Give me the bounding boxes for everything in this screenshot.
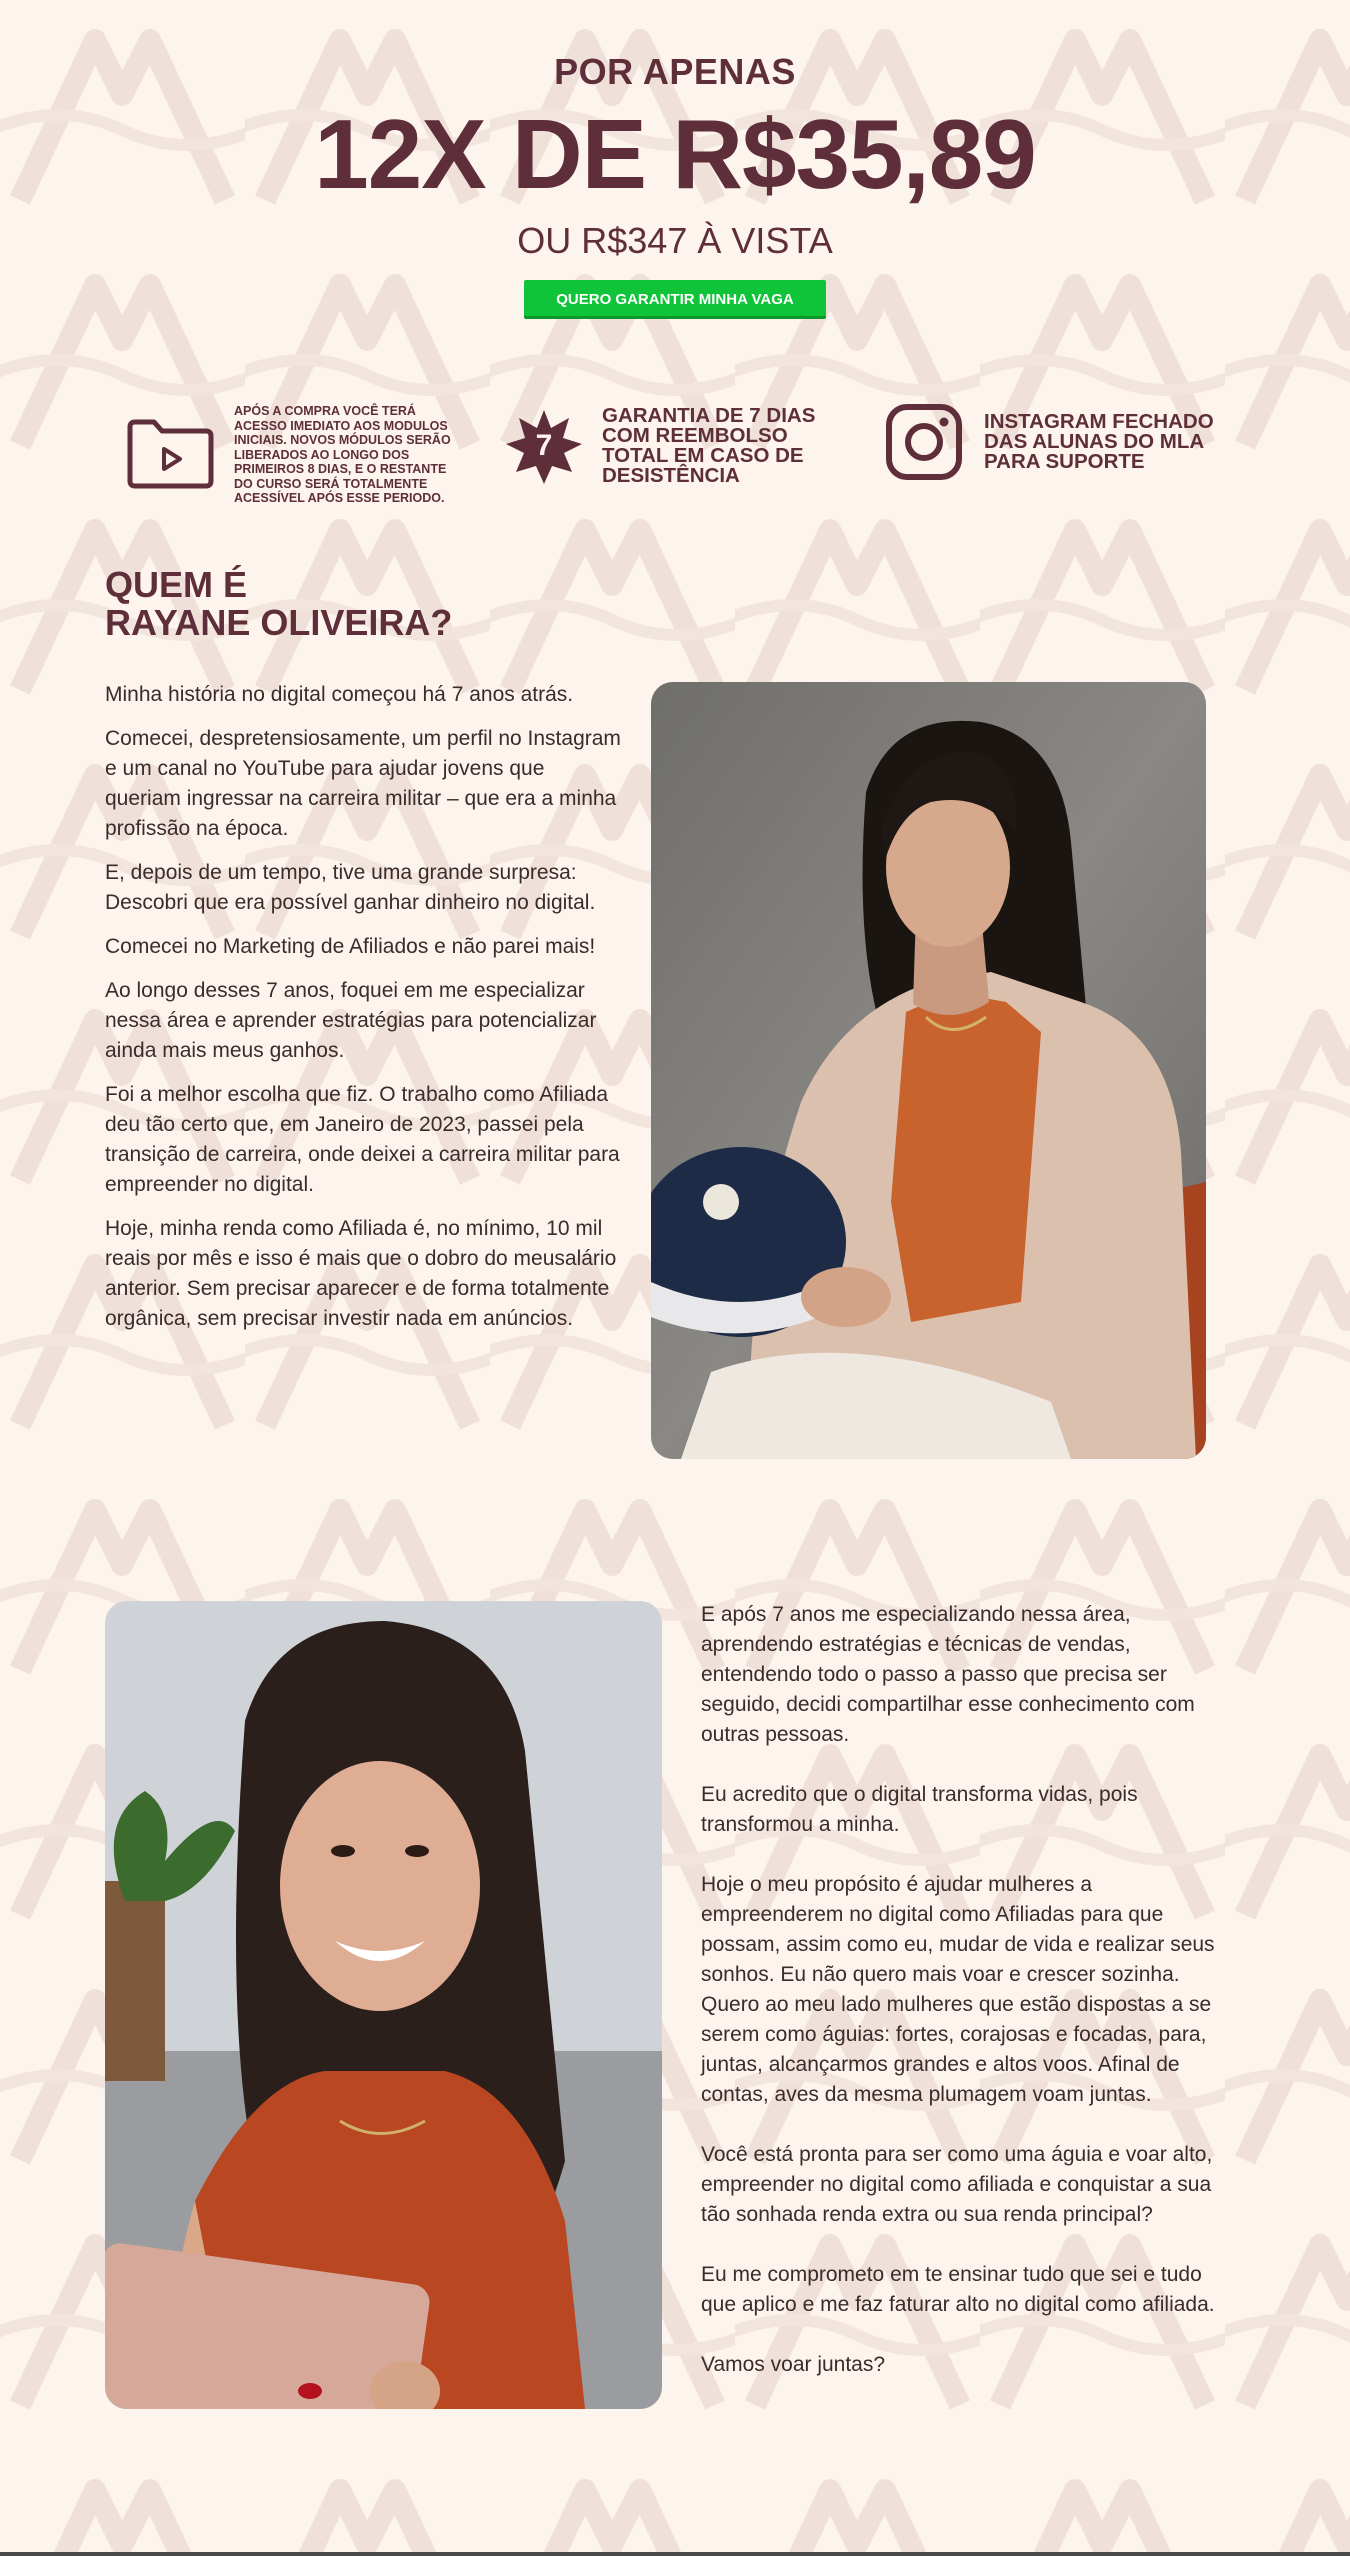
photo-rayane-military-cap [651, 682, 1206, 1459]
feature-guarantee [506, 406, 846, 486]
feature-instagram-text: INSTAGRAM FECHADO DAS ALUNAS DO MLA PARA SUPORTE [984, 410, 1214, 473]
pricing-section [0, 48, 1350, 319]
about-paragraph: Foi a melhor escolha que fiz. O trabalho como Afiliada deu tão certo que, em Janeiro de 2023, passei pela transição de carreira, onde deixei a carreira militar para empreender no digital. [105, 1083, 620, 1196]
about-title-line2: RAYANE OLIVEIRA? [105, 602, 453, 643]
story-paragraph: Eu acredito que o digital transforma vidas, pois transformou a minha. [701, 1783, 1138, 1836]
story-paragraph: E após 7 anos me especializando nessa área, aprendendo estratégias e técnicas de vendas, entendendo todo o passo a passo que precisa ser seguido, decidi compartilhar esse conhecimento com outras pessoas. [701, 1603, 1195, 1746]
bottom-divider [0, 2552, 1350, 2556]
guarantee-badge-number: 7 [535, 429, 553, 462]
price-cash: OU R$347 À VISTA [517, 220, 833, 261]
about-title-line1: QUEM É [105, 564, 248, 605]
price-installments: 12X DE R$35,89 [314, 99, 1036, 209]
about-paragraph: Hoje, minha renda como Afiliada é, no mínimo, 10 mil reais por mês e isso é mais que o dobro do meusalário anterior. Sem precisar aparecer e de forma totalmente orgânica, sem precisar investir nada em anúncios. [105, 1217, 617, 1330]
about-title [105, 566, 452, 642]
guarantee-spot-button[interactable]: QUERO GARANTIR MINHA VAGA [524, 280, 826, 319]
about-paragraph: Ao longo desses 7 anos, foquei em me especializar nessa área e aprender estratégias para potencializar ainda mais meus ganhos. [105, 979, 597, 1062]
story-paragraph: Eu me comprometo em te ensinar tudo que sei e tudo que aplico e me faz faturar alto no digital como afiliada. [701, 2263, 1215, 2316]
story-paragraph: Você está pronta para ser como uma águia e voar alto, empreender no digital como afiliada e conquistar a sua tão sonhada renda extra ou sua renda principal? [701, 2143, 1213, 2226]
photo-rayane-smiling [105, 1601, 662, 2409]
about-paragraph: Comecei no Marketing de Afiliados e não parei mais! [105, 935, 596, 958]
folder-play-icon [124, 417, 216, 493]
story-text [701, 1600, 1231, 2410]
about-paragraph: Minha história no digital começou há 7 anos atrás. [105, 683, 574, 706]
feature-instagram [884, 402, 1244, 482]
about-paragraph: E, depois de um tempo, tive uma grande surpresa: Descobri que era possível ganhar dinheiro no digital. [105, 861, 596, 914]
story-paragraph: Hoje o meu propósito é ajudar mulheres a empreenderem no digital como Afiliadas para que possam, assim como eu, mudar de vida e realizar seus sonhos. Eu não quero mais voar e crescer sozinha. Quero ao meu lado mulheres que estão dispostas a se serem como águias: fortes, corajosas e focadas, para, juntas, alcançarmos grandes e altos voos. Afinal de contas, aves da mesma plumagem voam juntas. [701, 1873, 1215, 2106]
story-paragraph: Vamos voar juntas? [701, 2353, 886, 2376]
guarantee-badge-icon [506, 408, 582, 484]
about-text [105, 680, 623, 1348]
feature-guarantee-text: GARANTIA DE 7 DIAS COM REEMBOLSO TOTAL EM CASO DE DESISTÊNCIA [602, 404, 816, 487]
feature-access-text: APÓS A COMPRA VOCÊ TERÁ ACESSO IMEDIATO AOS MODULOS INICIAIS. NOVOS MÓDULOS SERÃO LIBERADOS AO LONGO DOS PRIMEIROS 8 DIAS, E O RESTANTE DO CURSO SERÁ TOTALMENTE ACESSÍVEL APÓS ESSE PERIODO. [234, 404, 451, 505]
feature-access [124, 404, 464, 506]
price-lead: POR APENAS [554, 51, 796, 92]
instagram-icon [884, 402, 964, 482]
about-paragraph: Comecei, despretensiosamente, um perfil no Instagram e um canal no YouTube para ajudar jovens que queriam ingressar na carreira militar – que era a minha profissão na época. [105, 727, 621, 840]
